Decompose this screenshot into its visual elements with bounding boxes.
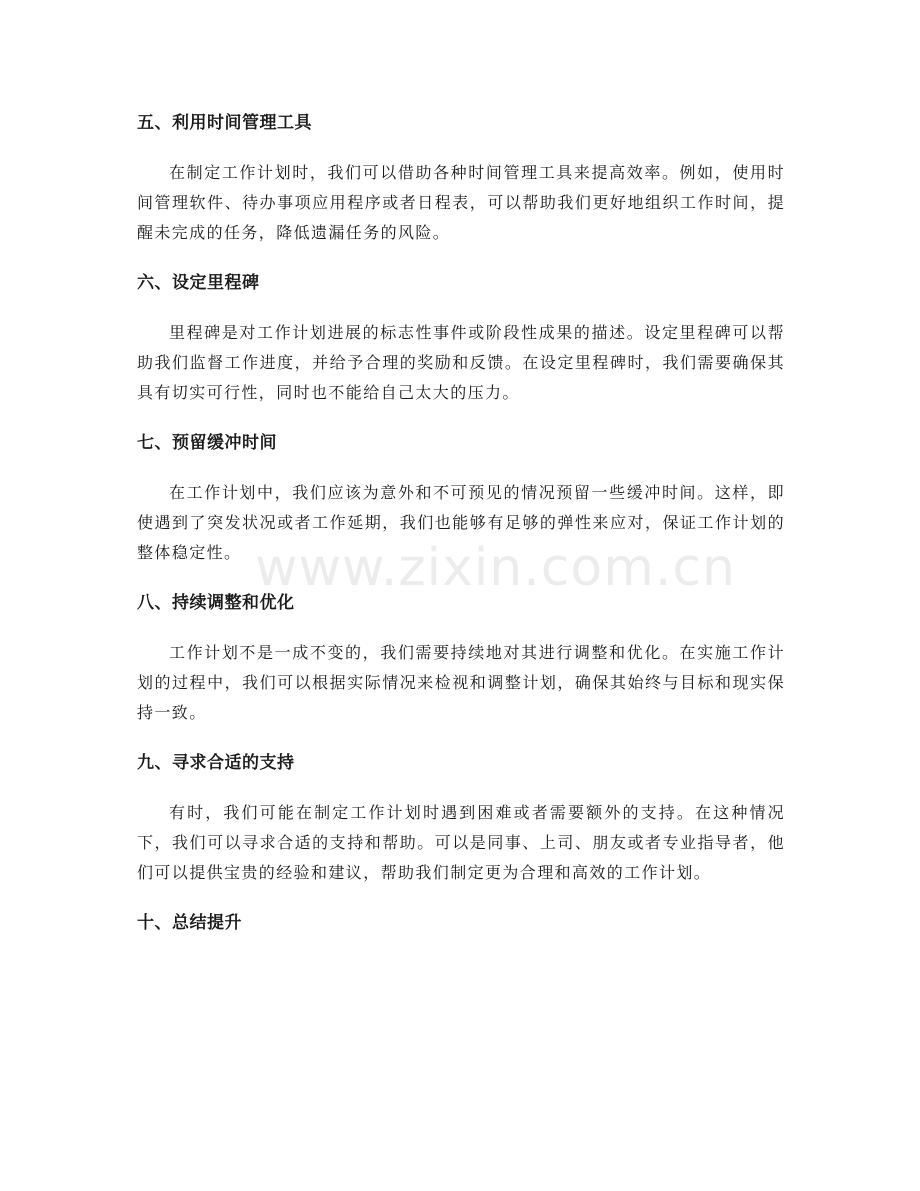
section-paragraph: 里程碑是对工作计划进展的标志性事件或阶段性成果的描述。设定里程碑可以帮助我们监督工作进度，并给予合理的奖励和反馈。在设定里程碑时，我们需要确保其具有切实可行性，同时也不能给自己太大的压力。	[137, 323, 785, 402]
section-8	[137, 588, 785, 728]
section-heading: 十、总结提升	[137, 913, 242, 933]
section-5	[137, 108, 785, 248]
section-paragraph: 有时，我们可能在制定工作计划时遇到困难或者需要额外的支持。在这种情况下，我们可以寻求合适的支持和帮助。可以是同事、上司、朋友或者专业指导者，他们可以提供宝贵的经验和建议，帮助我们制定更为合理和高效的工作计划。	[137, 803, 785, 882]
document-content	[137, 108, 785, 938]
watermark: www.zixin.com.cn	[255, 538, 736, 598]
section-7	[137, 428, 785, 568]
section-paragraph: 工作计划不是一成不变的，我们需要持续地对其进行调整和优化。在实施工作计划的过程中，我们可以根据实际情况来检视和调整计划，确保其始终与目标和现实保持一致。	[137, 643, 785, 722]
section-10	[137, 908, 785, 938]
section-9	[137, 748, 785, 888]
section-6	[137, 268, 785, 408]
section-heading: 七、预留缓冲时间	[137, 433, 277, 453]
section-heading: 九、寻求合适的支持	[137, 753, 295, 773]
section-paragraph: 在制定工作计划时，我们可以借助各种时间管理工具来提高效率。例如，使用时间管理软件、待办事项应用程序或者日程表，可以帮助我们更好地组织工作时间，提醒未完成的任务，降低遗漏任务的风险。	[137, 163, 785, 242]
section-heading: 五、利用时间管理工具	[137, 113, 312, 133]
section-paragraph: 在工作计划中，我们应该为意外和不可预见的情况预留一些缓冲时间。这样，即使遇到了突发状况或者工作延期，我们也能够有足够的弹性来应对，保证工作计划的整体稳定性。	[137, 483, 785, 562]
section-heading: 六、设定里程碑	[137, 273, 260, 293]
section-heading: 八、持续调整和优化	[137, 593, 295, 613]
